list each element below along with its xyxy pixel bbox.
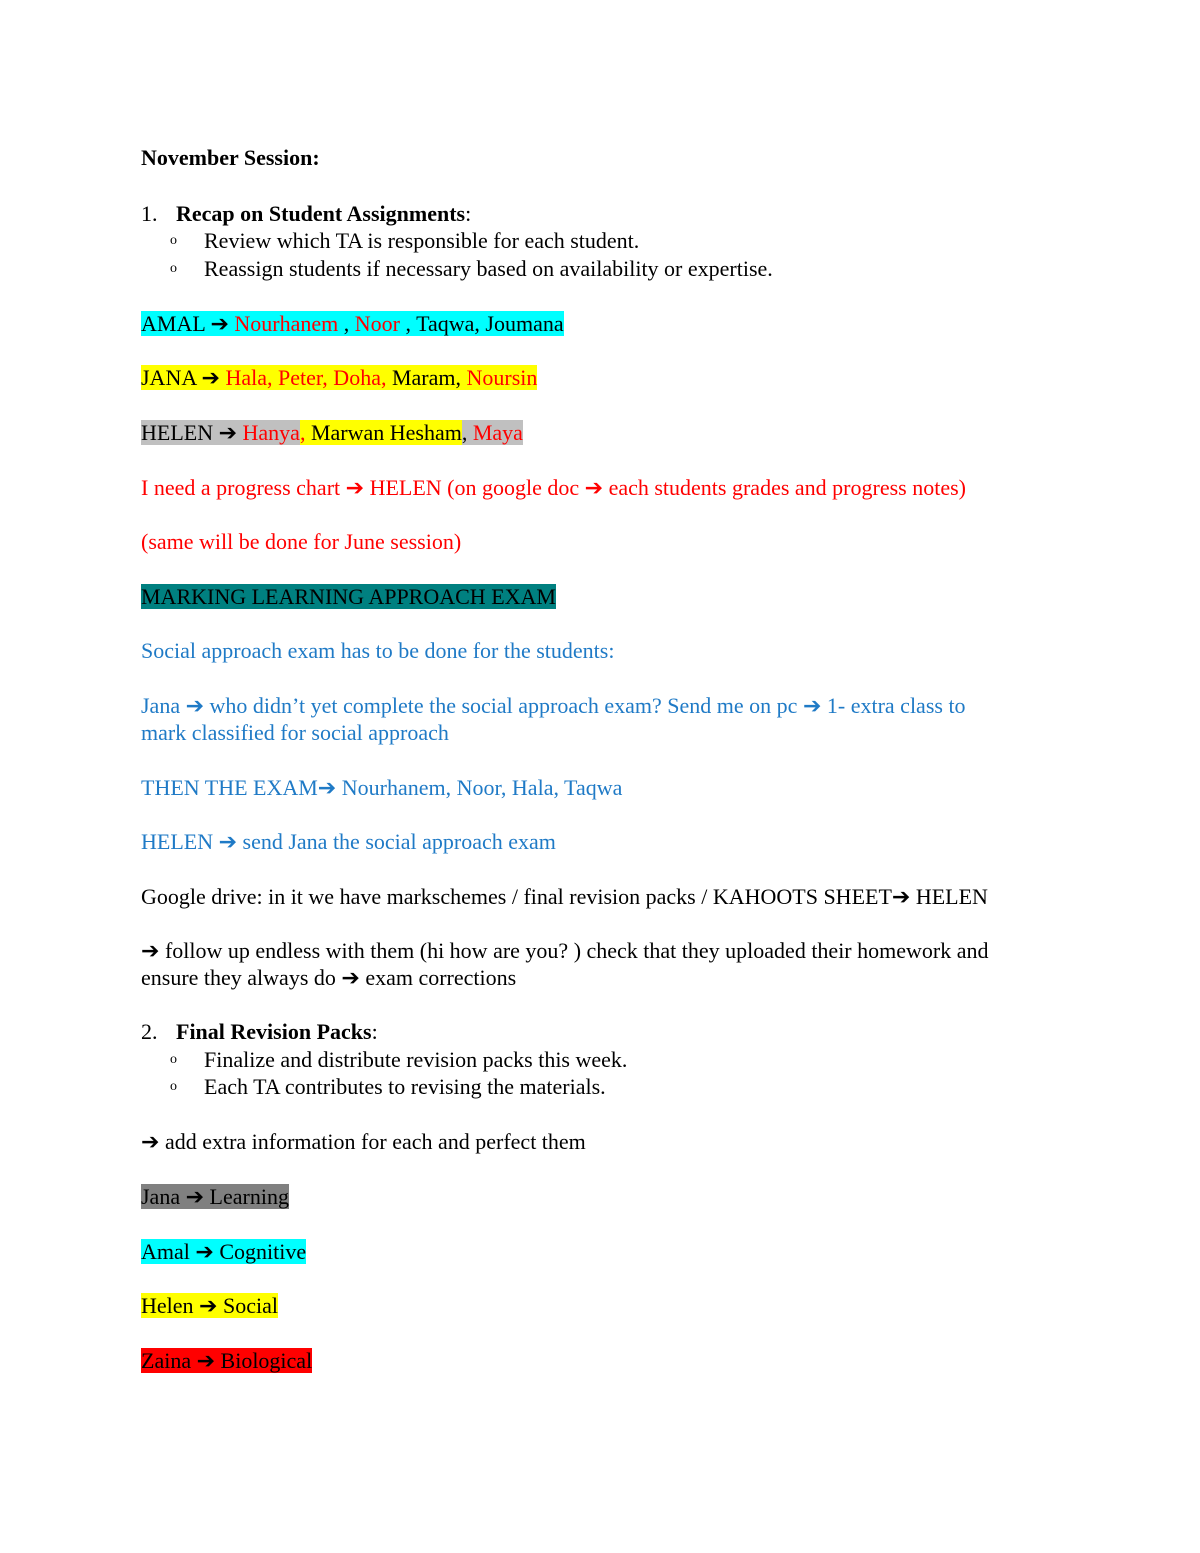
bullet-icon: o <box>170 233 177 248</box>
student-name: Marwan Hesham <box>310 420 462 445</box>
note-text: HELEN (on google doc <box>369 475 580 500</box>
arrow-icon: ➔ <box>185 1184 205 1209</box>
role-amal <box>141 1238 306 1266</box>
ta-name: Jana <box>141 1184 181 1209</box>
assignment-amal: AMAL ➔ Nourhanem , Noor , Taqwa, Joumana <box>141 311 564 336</box>
arrow-icon: ➔ <box>141 938 160 963</box>
arrow-icon: ➔ <box>584 475 604 500</box>
student-name: Hanya <box>242 420 300 445</box>
student-name: Maya <box>472 420 523 445</box>
student-name: Maram, <box>391 365 461 390</box>
assignment-helen: HELEN ➔ Hanya, Marwan Hesham, Maya <box>141 420 523 445</box>
ta-name: Amal <box>141 1239 190 1264</box>
arrow-icon: ➔ <box>218 420 238 445</box>
google-drive-note <box>141 883 988 911</box>
arrow-icon: ➔ <box>210 311 229 336</box>
follow-up-line-1 <box>141 937 989 965</box>
topic-name: Cognitive <box>219 1239 307 1264</box>
note-text: HELEN <box>141 829 214 854</box>
bullet-text: Reassign students if necessary based on availability or expertise. <box>204 256 773 281</box>
ta-name: Helen <box>141 1293 194 1318</box>
arrow-icon: ➔ <box>345 475 365 500</box>
student-names: Hala, Peter, Doha, <box>225 365 387 390</box>
note-text: follow up endless with them (hi how are you? ) check that they uploaded their homework and <box>164 938 989 963</box>
arrow-icon: ➔ <box>341 965 360 990</box>
bullet-text: Review which TA is responsible for each student. <box>204 228 640 253</box>
note-text: THEN THE EXAM <box>141 775 318 800</box>
ta-name: JANA <box>141 365 197 390</box>
note-text: each students grades and progress notes) <box>608 475 966 500</box>
jana-note-line-1 <box>141 692 966 720</box>
bullet-icon: o <box>170 1052 177 1067</box>
bullet-icon: o <box>170 261 177 276</box>
section-1-colon: : <box>465 201 472 226</box>
section-2-colon: : <box>371 1019 378 1044</box>
ta-name: Zaina <box>141 1348 192 1373</box>
bullet-icon: o <box>170 1079 177 1094</box>
progress-chart-note <box>141 474 966 502</box>
bullet-text: Each TA contributes to revising the materials. <box>204 1074 606 1099</box>
page-title: November Session: <box>141 145 320 170</box>
note-text: Nourhanem, Noor, Hala, Taqwa <box>341 775 623 800</box>
topic-name: Biological <box>220 1348 313 1373</box>
arrow-icon: ➔ <box>196 1348 216 1373</box>
student-names: , Taqwa, Joumana <box>405 311 564 336</box>
arrow-icon: ➔ <box>891 884 911 909</box>
role-zaina <box>141 1347 312 1375</box>
student-name: Noor <box>354 311 400 336</box>
note-text: ensure they always do <box>141 965 336 990</box>
note-text: HELEN <box>915 884 988 909</box>
topic-name: Social <box>222 1293 278 1318</box>
role-helen <box>141 1292 278 1320</box>
jana-note-line-2: mark classified for social approach <box>141 720 449 745</box>
arrow-icon: ➔ <box>185 693 205 718</box>
comma: , <box>299 420 306 445</box>
social-exam-note: Social approach exam has to be done for the students: <box>141 638 615 663</box>
arrow-icon: ➔ <box>195 1239 214 1264</box>
section-1-number: 1. <box>141 201 158 226</box>
arrow-icon: ➔ <box>201 365 220 390</box>
note-text: send Jana the social approach exam <box>242 829 556 854</box>
note-text: add extra information for each and perfect them <box>164 1129 586 1154</box>
section-1-title: Recap on Student Assignments <box>176 201 466 226</box>
role-jana <box>141 1183 289 1211</box>
section-2-number: 2. <box>141 1019 158 1044</box>
arrow-icon: ➔ <box>802 693 822 718</box>
arrow-icon: ➔ <box>141 1129 160 1154</box>
ta-name: HELEN <box>141 420 214 445</box>
helen-send-note <box>141 828 556 856</box>
topic-name: Learning <box>209 1184 289 1209</box>
assignment-jana <box>141 364 537 392</box>
arrow-icon: ➔ <box>218 829 238 854</box>
student-name: Nourhanem <box>234 311 339 336</box>
note-text: Jana <box>141 693 181 718</box>
ta-name: AMAL <box>141 311 205 336</box>
note-text: who didn’t yet complete the social approach exam? Send me on pc <box>209 693 798 718</box>
note-text: I need a progress chart <box>141 475 341 500</box>
same-note: (same will be done for June session) <box>141 529 462 554</box>
note-text: Google drive: in it we have markschemes / final revision packs / KAHOOTS SHEET <box>141 884 892 909</box>
section-2-title: Final Revision Packs <box>176 1019 372 1044</box>
note-text: exam corrections <box>365 965 517 990</box>
arrow-icon: ➔ <box>317 775 337 800</box>
highlighted-heading: MARKING LEARNING APPROACH EXAM <box>141 584 556 609</box>
arrow-icon: ➔ <box>199 1293 218 1318</box>
extra-info-note <box>141 1128 586 1156</box>
student-name: Noursin <box>466 365 538 390</box>
bullet-text: Finalize and distribute revision packs this week. <box>204 1047 628 1072</box>
marking-heading <box>141 583 556 611</box>
then-exam-note <box>141 774 622 802</box>
note-text: 1- extra class to <box>826 693 966 718</box>
follow-up-line-2 <box>141 964 516 992</box>
